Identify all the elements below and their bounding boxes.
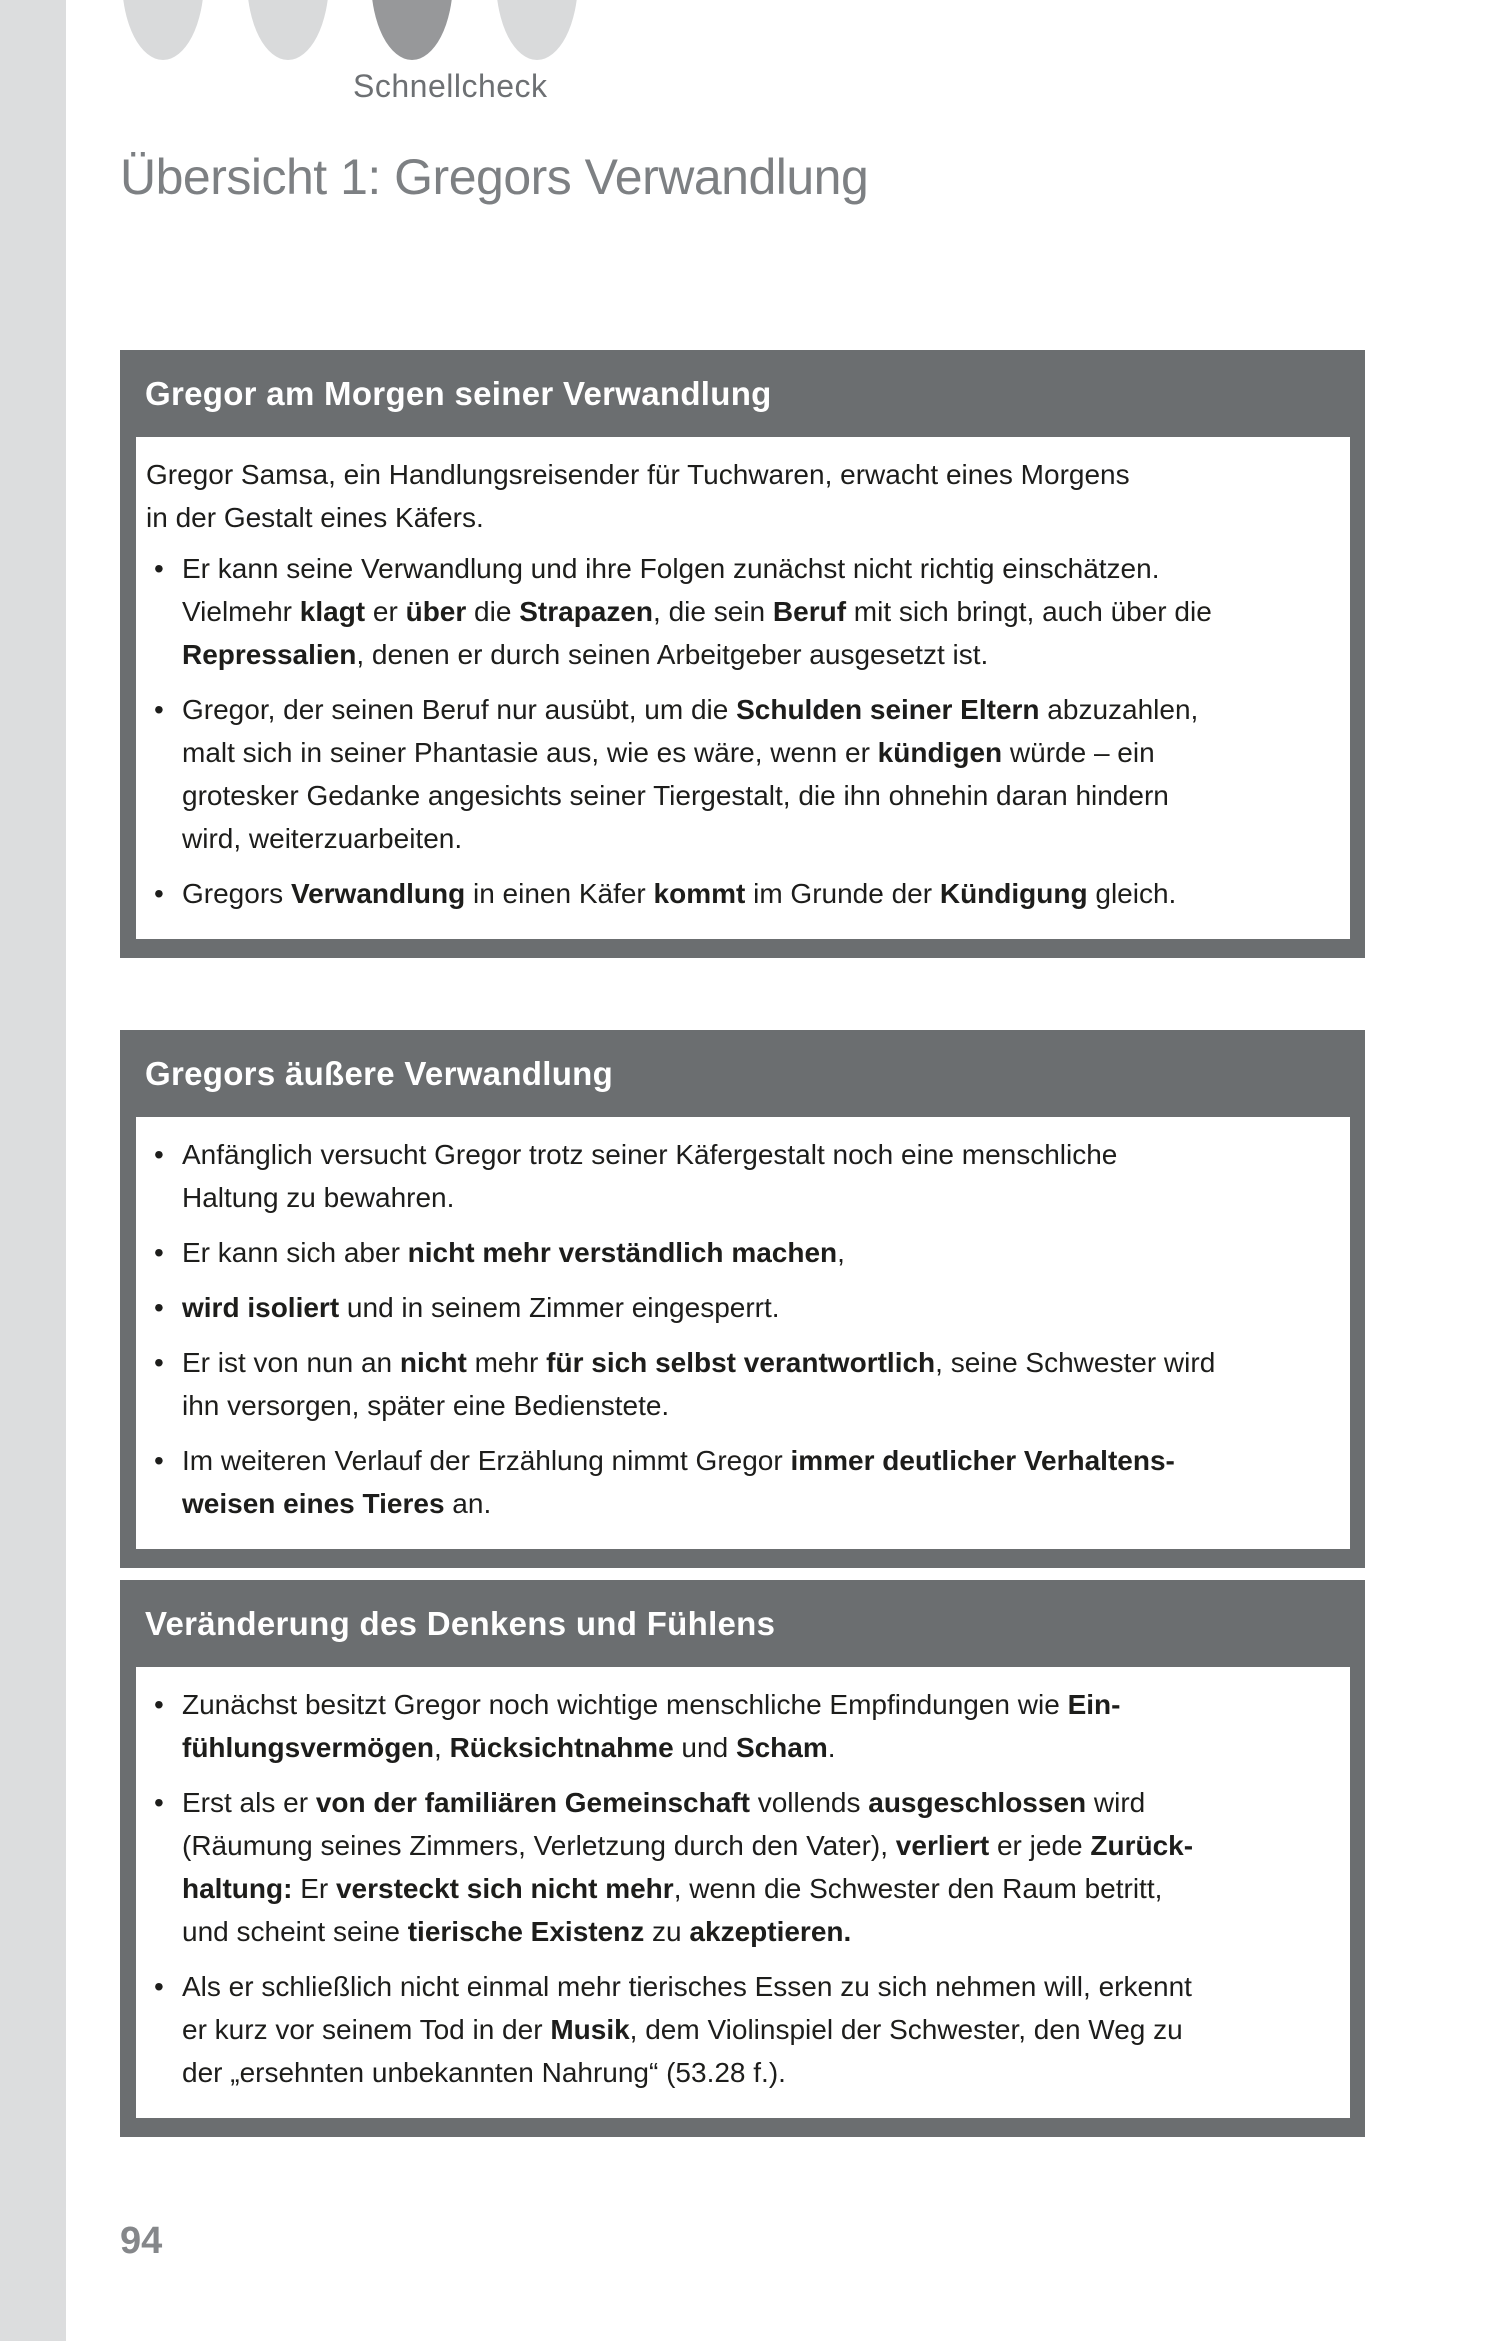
box-body [136, 437, 1350, 939]
bullet-item: • Erst als er von der familiären Gemeinschaft vollends ausgeschlossen wird (Räumung seines Zimmers, Verletzung durch den Vater), verliert er jede Zurück- haltung: Er versteckt sich nicht mehr, wenn die Schwester den Raum betritt, und scheint seine tierische Existenz zu akzeptieren. [146, 1781, 1332, 1953]
info-box-morgen-der-verwandlung [120, 350, 1365, 958]
bullet-item: • Im weiteren Verlauf der Erzählung nimmt Gregor immer deutlicher Verhaltens- weisen eines Tieres an. [146, 1439, 1332, 1525]
progress-dot-active [371, 0, 453, 60]
progress-dot [247, 0, 329, 60]
page-number: 94 [120, 2220, 163, 2262]
box-body [136, 1117, 1350, 1549]
box-body [136, 1667, 1350, 2118]
box-header [120, 1580, 1365, 1667]
info-box-aeussere-verwandlung [120, 1030, 1365, 1568]
chapter-label: Schnellcheck [353, 68, 548, 104]
bullet-item: • wird isoliert und in seinem Zimmer eingesperrt. [146, 1286, 1332, 1329]
bullet-list [146, 547, 1332, 915]
box-title: Gregor am Morgen seiner Verwandlung [145, 374, 772, 412]
box-header [120, 1030, 1365, 1117]
bullet-item: • Als er schließlich nicht einmal mehr tierisches Essen zu sich nehmen will, erkennt er kurz vor seinem Tod in der Musik, dem Violinspiel der Schwester, den Weg zu der „ersehnten unbekannten Nahrung“ (53.28 f.). [146, 1965, 1332, 2094]
box-header [120, 350, 1365, 437]
intro-paragraph: Gregor Samsa, ein Handlungsreisender für Tuchwaren, erwacht eines Morgens in der Gestalt eines Käfers. [146, 459, 1130, 533]
bullet-list [146, 1683, 1332, 2094]
bullet-item: • Er kann seine Verwandlung und ihre Folgen zunächst nicht richtig einschätzen. Vielmehr klagt er über die Strapazen, die sein Beruf mit sich bringt, auch über die Repressalien, denen er durch seinen Arbeitgeber ausgesetzt ist. [146, 547, 1332, 676]
bullet-item: • Zunächst besitzt Gregor noch wichtige menschliche Empfindungen wie Ein- fühlungsvermögen, Rücksichtnahme und Scham. [146, 1683, 1332, 1769]
box-title: Gregors äußere Verwandlung [145, 1054, 614, 1092]
page-title: Übersicht 1: Gregors Verwandlung [120, 149, 869, 205]
bullet-item: • Anfänglich versucht Gregor trotz seiner Käfergestalt noch eine menschliche Haltung zu bewahren. [146, 1133, 1332, 1219]
bullet-list [146, 1133, 1332, 1525]
page-edge-strip [0, 0, 66, 2341]
box-title: Veränderung des Denkens und Fühlens [145, 1604, 776, 1642]
bullet-item: • Gregor, der seinen Beruf nur ausübt, um die Schulden seiner Eltern abzuzahlen, malt sich in seiner Phantasie aus, wie es wäre, wenn er kündigen würde – ein grotesker Gedanke angesichts seiner Tiergestalt, die ihn ohnehin daran hindern wird, weiterzuarbeiten. [146, 688, 1332, 860]
info-box-denken-und-fuehlen [120, 1580, 1365, 2137]
progress-dot [122, 0, 204, 60]
bullet-item: • Gregors Verwandlung in einen Käfer kommt im Grunde der Kündigung gleich. [146, 872, 1332, 915]
progress-dot [496, 0, 578, 60]
bullet-item: • Er kann sich aber nicht mehr verständlich machen, [146, 1231, 1332, 1274]
bullet-item: • Er ist von nun an nicht mehr für sich selbst verantwortlich, seine Schwester wird ihn versorgen, später eine Bedienstete. [146, 1341, 1332, 1427]
